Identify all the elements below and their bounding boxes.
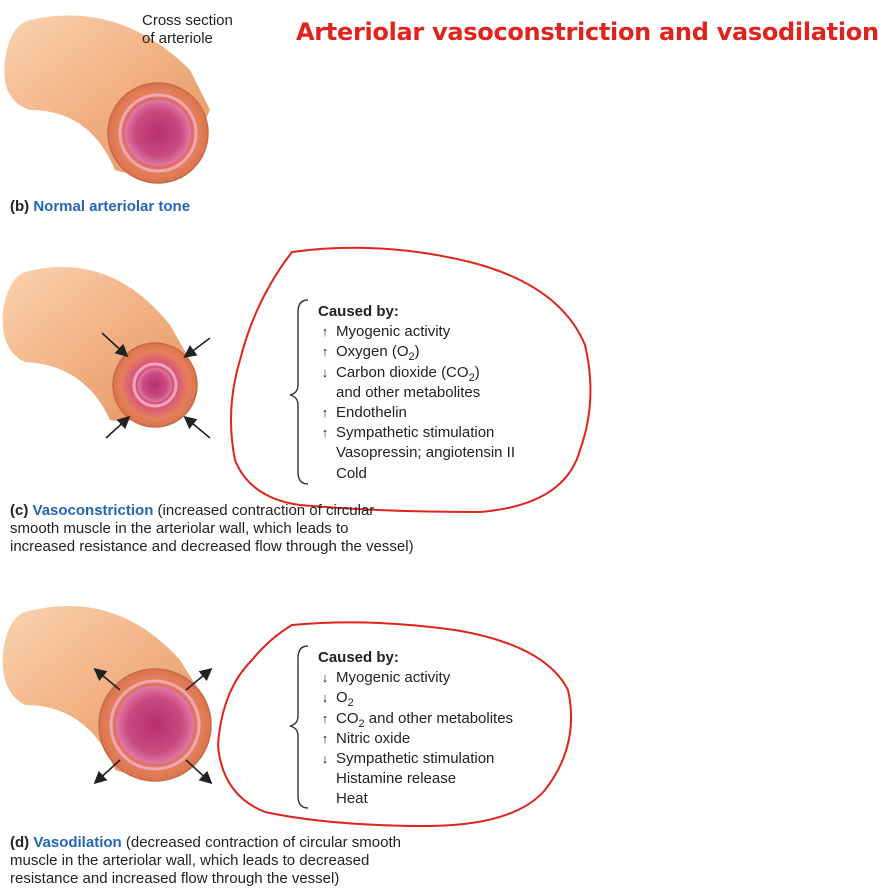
cause-text: Carbon dioxide (CO: [336, 363, 469, 381]
subscript: 2: [358, 717, 365, 730]
arrow-down-icon: ↓: [321, 364, 329, 380]
panel-name: Vasodilation: [33, 834, 122, 851]
cause-text: Endothelin: [336, 404, 407, 422]
panel-name: Normal arteriolar tone: [33, 198, 191, 215]
caption-vasoconstriction: [10, 502, 414, 556]
cause-text: ): [414, 343, 420, 361]
arrow-up-icon: ↑: [321, 730, 329, 746]
cause-text: Nitric oxide: [336, 729, 411, 747]
cause-text: Sympathetic stimulation: [336, 424, 495, 442]
cause-text: O: [336, 689, 348, 707]
panel-tag: (c): [10, 502, 29, 519]
bracket-dilation: [290, 646, 308, 808]
arrow-up-icon: ↑: [321, 425, 329, 441]
panel-name: Vasoconstriction: [32, 502, 154, 519]
vessel-dilated: [3, 606, 211, 781]
subscript: 2: [347, 697, 354, 710]
caption-text: (increased contraction of circular: [153, 502, 375, 519]
cause-text: Histamine release: [336, 770, 457, 788]
cause-item: [318, 464, 515, 484]
panel-tag: (b): [10, 198, 30, 215]
arrow-up-icon: ↑: [321, 324, 329, 340]
cause-item: [318, 342, 515, 362]
causes-dilation: [318, 648, 513, 810]
caption-vasodilation: [10, 834, 401, 888]
cause-item: [318, 383, 515, 403]
causes-constriction: [318, 302, 515, 484]
causes-header: Caused by:: [318, 649, 399, 666]
cause-item: [318, 443, 515, 463]
arrow-down-icon: ↓: [321, 670, 329, 686]
cause-text: Myogenic activity: [336, 323, 451, 341]
cause-text: Vasopressin; angiotensin II: [336, 444, 515, 462]
caption-normal-tone: [10, 198, 190, 216]
cause-text: Oxygen (O: [336, 343, 409, 361]
vessel-constricted: [3, 267, 197, 427]
cause-item: [318, 789, 513, 809]
cause-item: [318, 749, 513, 769]
cause-text: Cold: [336, 464, 367, 482]
cause-text: Myogenic activity: [336, 669, 451, 687]
page-title: Arteriolar vasoconstriction and vasodilation: [296, 18, 879, 46]
caption-text: increased resistance and decreased flow through the vessel): [10, 538, 414, 555]
cross-section-label-line: Cross section: [142, 12, 233, 29]
causes-header: Caused by:: [318, 303, 399, 320]
subscript: 2: [408, 351, 415, 364]
cause-text: ): [474, 363, 480, 381]
cross-section-label: [142, 12, 233, 48]
panel-tag: (d): [10, 834, 30, 851]
cause-item: [318, 769, 513, 789]
arrow-up-icon: ↑: [321, 344, 329, 360]
cause-item: [318, 729, 513, 749]
caption-text: resistance and increased flow through the vessel): [10, 870, 340, 887]
cause-text: Sympathetic stimulation: [336, 750, 495, 768]
cause-text: CO: [336, 709, 359, 727]
cause-text: Heat: [336, 790, 368, 808]
caption-text: (decreased contraction of circular smooth: [121, 834, 401, 851]
cross-section-label-line: of arteriole: [142, 30, 213, 47]
arrow-up-icon: ↑: [321, 710, 329, 726]
cause-item: [318, 709, 513, 729]
cause-text: and other metabolites: [364, 709, 514, 727]
arrow-up-icon: ↑: [321, 405, 329, 421]
cause-item: [318, 423, 515, 443]
cause-item: [318, 688, 513, 708]
arrow-down-icon: ↓: [321, 690, 329, 706]
arrow-down-icon: ↓: [321, 751, 329, 767]
caption-text: smooth muscle in the arteriolar wall, which leads to: [10, 520, 349, 537]
subscript: 2: [468, 371, 475, 384]
cause-text: and other metabolites: [336, 383, 481, 401]
cause-item: [318, 363, 515, 383]
caption-text: muscle in the arteriolar wall, which leads to decreased: [10, 852, 370, 869]
bracket-constriction: [290, 300, 308, 484]
cause-item: [318, 322, 515, 342]
cause-item: [318, 403, 515, 423]
cause-item: [318, 668, 513, 688]
